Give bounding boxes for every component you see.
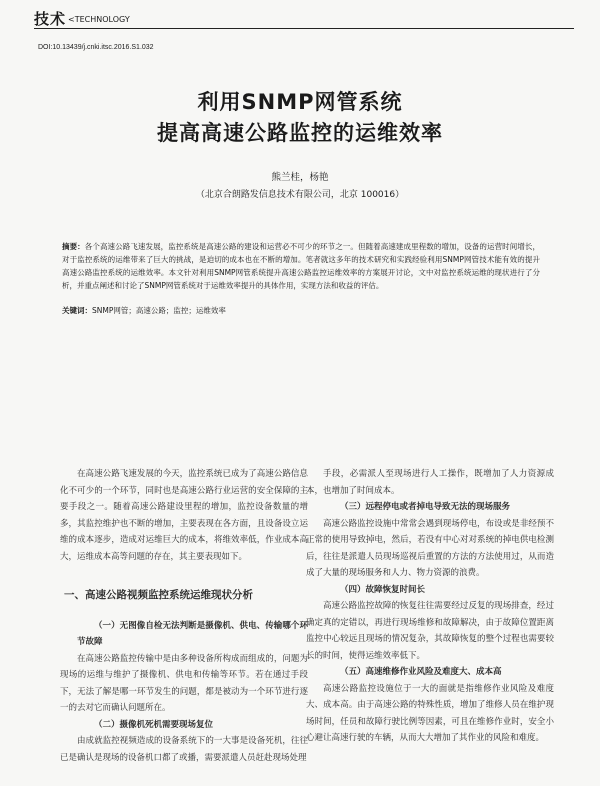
intro-paragraph: 在高速公路飞速发展的今天，监控系统已成为了高速公路信息化不可少的一个环节，同时也是高速公路行业运营的安全保障的主要手段之一。随着高速公路建设里程的增加，监控设备数量的增多，其监控维护也不断的增加，主要表现在各方面，且设备设立运维的成本逐步，造成对运维巨大的成本，将维效率低，作业成本高大，运维成本高等问题的存在，其主要表现如下。 [60,469,308,562]
journal-subsection: <TECHNOLOGY [68,15,130,24]
title-line-2: 提高高速公路监控的运维效率 [157,121,443,145]
subheading-1: （一）无图像自检无法判断是摄像机、供电、传输哪个环节故障 [77,620,308,647]
header-rule [34,28,574,29]
right-paragraph-1: 手段，必需派人至现场进行人工操作，既增加了人力资源成本，也增加了时间成本。 [306,469,554,496]
keywords [62,305,540,316]
right-paragraph-4: 高速公路监控设施位于一大的面就是指维修作业风险及难度大、成本高。由于高速公路的特殊性质，增加了维修人员在维护现场时间，任员和故障行驶比例等因素，可且在维修作业时，安全小心避让高速行驶的车辆，从而大大增加了其作业的风险和难度。 [306,683,554,743]
paragraph-3: 由成就监控视频造成的设备系统下的一大事是设备死机，往往已是确认是现场的设备机口都了或播，需要派遣人员赶赴现场处理 [60,736,308,763]
journal-header [34,8,574,30]
body-column-right [306,466,554,747]
paragraph-2: 在高速公路监控传输中是由多种设备所构成而组成的，问题为现场的运维与维护了摄像机、供电和传输等环节。若在通过手段下，无法了解是哪一环节发生的问题，都是被动为一个环节进行逐一的去对它而确认问题所在。 [60,653,308,713]
abstract-text: 各个高速公路飞速发展，监控系统是高速公路的建设和运营必不可少的环节之一。但随着高速建成里程数的增加，设备的运营时间增长，对于监控系统的运维带来了巨大的挑战，是迫切的成本也在不断的增加。笔者就这多年的技术研究和实践经验利用SNMP网管技术能有效的提升高速公路监控系统的运维效率。本文针对利用SNMP网管系统提升高速公路监控运维效率的方案展开讨论，文中对监控系统运维的现状进行了分析，并重点阐述和讨论了SNMP网管系统对于运维效率提升的具体作用，实现方法和收益的评估。 [62,242,541,290]
journal-section: 技术 [34,10,67,28]
body-column-left [60,466,308,766]
authors: 熊兰桂，杨艳 [271,172,329,183]
subheading-2: （二）摄像机死机需要现场复位 [94,719,214,730]
subheading-4: （四）故障恢复时间长 [340,584,426,595]
title-line-1: 利用SNMP网管系统 [197,90,403,114]
abstract [62,240,540,292]
abstract-label: 摘要： [62,242,85,251]
keywords-text: SNMP网管；高速公路；监控；运维效率 [92,306,226,315]
section-heading-1: 一、高速公路视频监控系统运维现状分析 [64,589,253,601]
doi-line: DOI:10.13439/j.cnki.itsc.2016.S1.032 [38,44,154,51]
subheading-5: （五）高速维修作业风险及难度大、成本高 [340,667,502,677]
keywords-label: 关键词： [62,306,92,315]
right-paragraph-3: 高速公路监控故障的恢复往往需要经过反复的现场排查，经过确定真的定错以，再进行现场维修和故障解决，由于故障位置距离监控中心较远且现场的情况复杂，其故障恢复的整个过程也需要较长的时间，使得运维效率低下。 [306,601,554,661]
subheading-3: （三）远程停电或者掉电导致无法的现场服务 [340,502,511,512]
affiliation: （北京合朗路发信息技术有限公司，北京 100016） [195,190,405,200]
right-paragraph-2: 高速公路监控设施中常常会遇到现场停电，布设或是非经预不正常的使用导致掉电，然后，若没有中心对对系统的掉电供电检测后，往往是派遣人员现场巡视后重置的方法的方法使用过，从而造成了大量的现场服务和人力、物力资源的浪费。 [306,518,554,578]
